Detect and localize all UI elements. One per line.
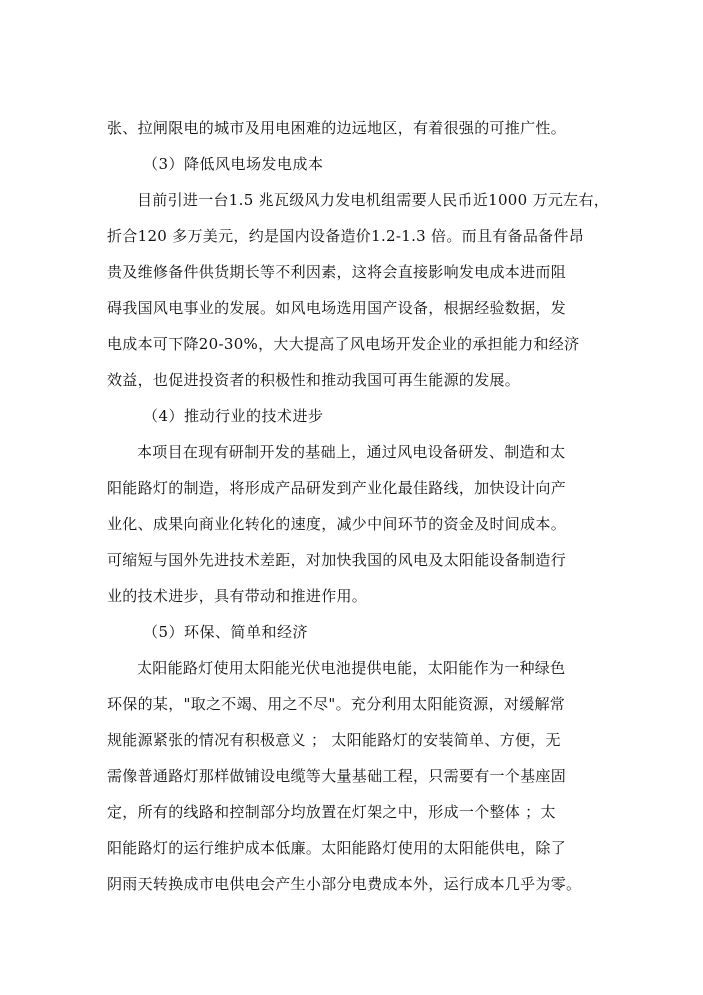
- text-line-13: 可缩短与国外先进技术差距，对加快我国的风电及太阳能设备制造行: [107, 551, 567, 569]
- text-line-5: 贵及维修备件供货期长等不利因素，这将会直接影响发电成本进而阻: [107, 263, 567, 281]
- section-heading-5: （5）环保、简单和经济: [143, 623, 309, 641]
- text-line-4: 折合120 多万美元，约是国内设备造价1.2-1.3 倍。而且有备品备件昂: [107, 227, 585, 245]
- text-line-14: 业的技术进步，具有带动和推进作用。: [107, 587, 368, 605]
- text-line-22: 阴雨天转换成市电供电会产生小部分电费成本外，运行成本几乎为零。: [107, 875, 582, 893]
- text-line-11: 阳能路灯的制造，将形成产品研发到产业化最佳路线，加快设计向产: [107, 479, 567, 497]
- text-line-20: 定，所有的线路和控制部分均放置在灯架之中，形成一个整体 ；太: [107, 803, 556, 821]
- text-line-3: 目前引进一台1.5 兆瓦级风力发电机组需要人民币近1000 万元左右，: [137, 191, 610, 209]
- text-line-19: 需像普通路灯那样做铺设电缆等大量基础工程，只需要有一个基座固: [107, 767, 567, 785]
- text-line-7: 电成本可下降20-30%，大大提高了风电场开发企业的承担能力和经济: [107, 335, 580, 353]
- text-line-12: 业化、成果向商业化转化的速度，减少中间环节的资金及时间成本。: [107, 515, 567, 533]
- text-line-8: 效益，也促进投资者的积极性和推动我国可再生能源的发展。: [107, 371, 521, 389]
- text-line-16: 太阳能路灯使用太阳能光伏电池提供电能，太阳能作为一种绿色: [137, 659, 566, 677]
- section-heading-4: （4）推动行业的技术进步: [143, 407, 324, 425]
- text-line-21: 阳能路灯的运行维护成本低廉。太阳能路灯使用的太阳能供电，除了: [107, 839, 567, 857]
- section-heading-3: （3）降低风电场发电成本: [143, 155, 324, 173]
- text-line-10: 本项目在现有研制开发的基础上，通过风电设备研发、制造和太: [137, 443, 566, 461]
- text-line-1: 张、拉闸限电的城市及用电困难的边远地区，有着很强的可推广性。: [107, 119, 567, 137]
- text-line-6: 碍我国风电事业的发展。如风电场选用国产设备，根据经验数据，发: [107, 299, 567, 317]
- text-line-17: 环保的某，"取之不竭、用之不尽"。充分利用太阳能资源，对缓解常: [107, 695, 566, 713]
- text-line-18: 规能源紧张的情况有积极意义 ； 太阳能路灯的安装简单、方便，无: [107, 731, 561, 749]
